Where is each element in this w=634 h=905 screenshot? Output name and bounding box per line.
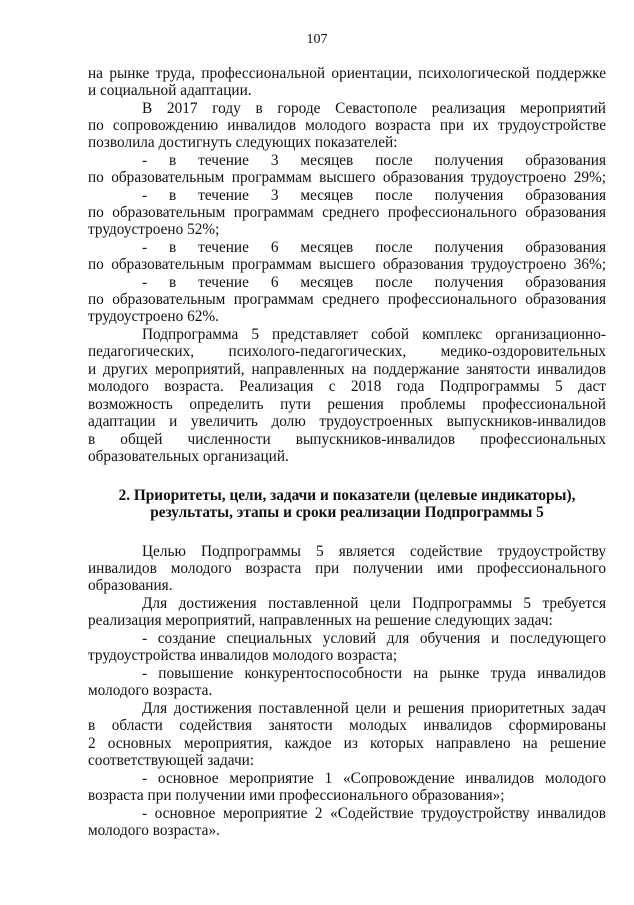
- paragraph-line: по образовательным программам среднего профессионального образования: [88, 291, 606, 308]
- paragraph-line: реализация мероприятий, направленных на решение следующих задач:: [88, 612, 553, 629]
- paragraph-line: образовательных организаций.: [88, 448, 289, 465]
- paragraph-line: молодого возраста».: [88, 822, 220, 839]
- paragraph-line: соответствующей задачи:: [88, 752, 255, 769]
- paragraph-line: педагогических, психолого-педагогических, медико-оздоровительных: [88, 343, 606, 360]
- paragraph-line: позволила достигнуть следующих показателей:: [88, 134, 398, 151]
- paragraph-line: 2 основных мероприятия, каждое из которых направлено на решение: [88, 735, 606, 752]
- paragraph-line: - основное мероприятие 2 «Содействие трудоустройству инвалидов: [142, 805, 606, 822]
- paragraph-line: адаптации и увеличить долю трудоустроенных выпускников-инвалидов: [88, 413, 606, 430]
- paragraph-line: трудоустройства инвалидов молодого возраста;: [88, 647, 398, 664]
- paragraph-line: в общей численности выпускников-инвалидов профессиональных: [88, 431, 606, 448]
- paragraph-line: возраста при получении ими профессионального образования»;: [88, 787, 505, 804]
- paragraph-line: Целью Подпрограммы 5 является содействие трудоустройству: [142, 543, 606, 560]
- paragraph-line: по сопровождению инвалидов молодого возраста при их трудоустройстве: [88, 117, 606, 134]
- paragraph-line: - основное мероприятие 1 «Сопровождение инвалидов молодого: [142, 770, 606, 787]
- section-heading-line: 2. Приоритеты, цели, задачи и показатели (целевые индикаторы),: [118, 487, 576, 504]
- paragraph-line: - создание специальных условий для обучения и последующего: [142, 630, 606, 647]
- paragraph-line: и социальной адаптации.: [88, 82, 252, 99]
- paragraph-line: Для достижения поставленной цели Подпрограммы 5 требуется: [142, 595, 606, 612]
- paragraph-line: Подпрограмма 5 представляет собой комплекс организационно-: [142, 326, 606, 343]
- paragraph-line: по образовательным программам высшего образования трудоустроено 36%;: [88, 256, 606, 273]
- paragraph-line: - в течение 6 месяцев после получения образования: [142, 274, 606, 291]
- paragraph-line: - в течение 3 месяцев после получения образования: [142, 152, 606, 169]
- paragraph-line: образования.: [88, 577, 173, 594]
- paragraph-line: возможность определить пути решения проблемы профессиональной: [88, 396, 606, 413]
- paragraph-line: по образовательным программам высшего образования трудоустроено 29%;: [88, 169, 606, 186]
- section-heading-line: результаты, этапы и сроки реализации Подпрограммы 5: [150, 504, 544, 521]
- paragraph-line: на рынке труда, профессиональной ориентации, психологической поддержке: [88, 65, 606, 82]
- paragraph-line: В 2017 году в городе Севастополе реализация мероприятий: [142, 100, 606, 117]
- paragraph-line: - в течение 6 месяцев после получения образования: [142, 239, 606, 256]
- paragraph-line: трудоустроено 52%;: [88, 221, 220, 238]
- paragraph-line: инвалидов молодого возраста при получении ими профессионального: [88, 560, 606, 577]
- paragraph-line: по образовательным программам среднего профессионального образования: [88, 204, 606, 221]
- page-number: 107: [306, 32, 328, 47]
- paragraph-line: в области содействия занятости молодых инвалидов сформированы: [88, 717, 606, 734]
- paragraph-line: - повышение конкурентоспособности на рынке труда инвалидов: [142, 665, 606, 682]
- paragraph-line: Для достижения поставленной цели и решения приоритетных задач: [142, 700, 606, 717]
- paragraph-line: молодого возраста. Реализация с 2018 года Подпрограммы 5 даст: [88, 378, 606, 395]
- paragraph-line: - в течение 3 месяцев после получения образования: [142, 187, 606, 204]
- paragraph-line: трудоустроено 62%.: [88, 308, 219, 325]
- paragraph-line: и других мероприятий, направленных на поддержание занятости инвалидов: [88, 361, 606, 378]
- paragraph-line: молодого возраста.: [88, 682, 213, 699]
